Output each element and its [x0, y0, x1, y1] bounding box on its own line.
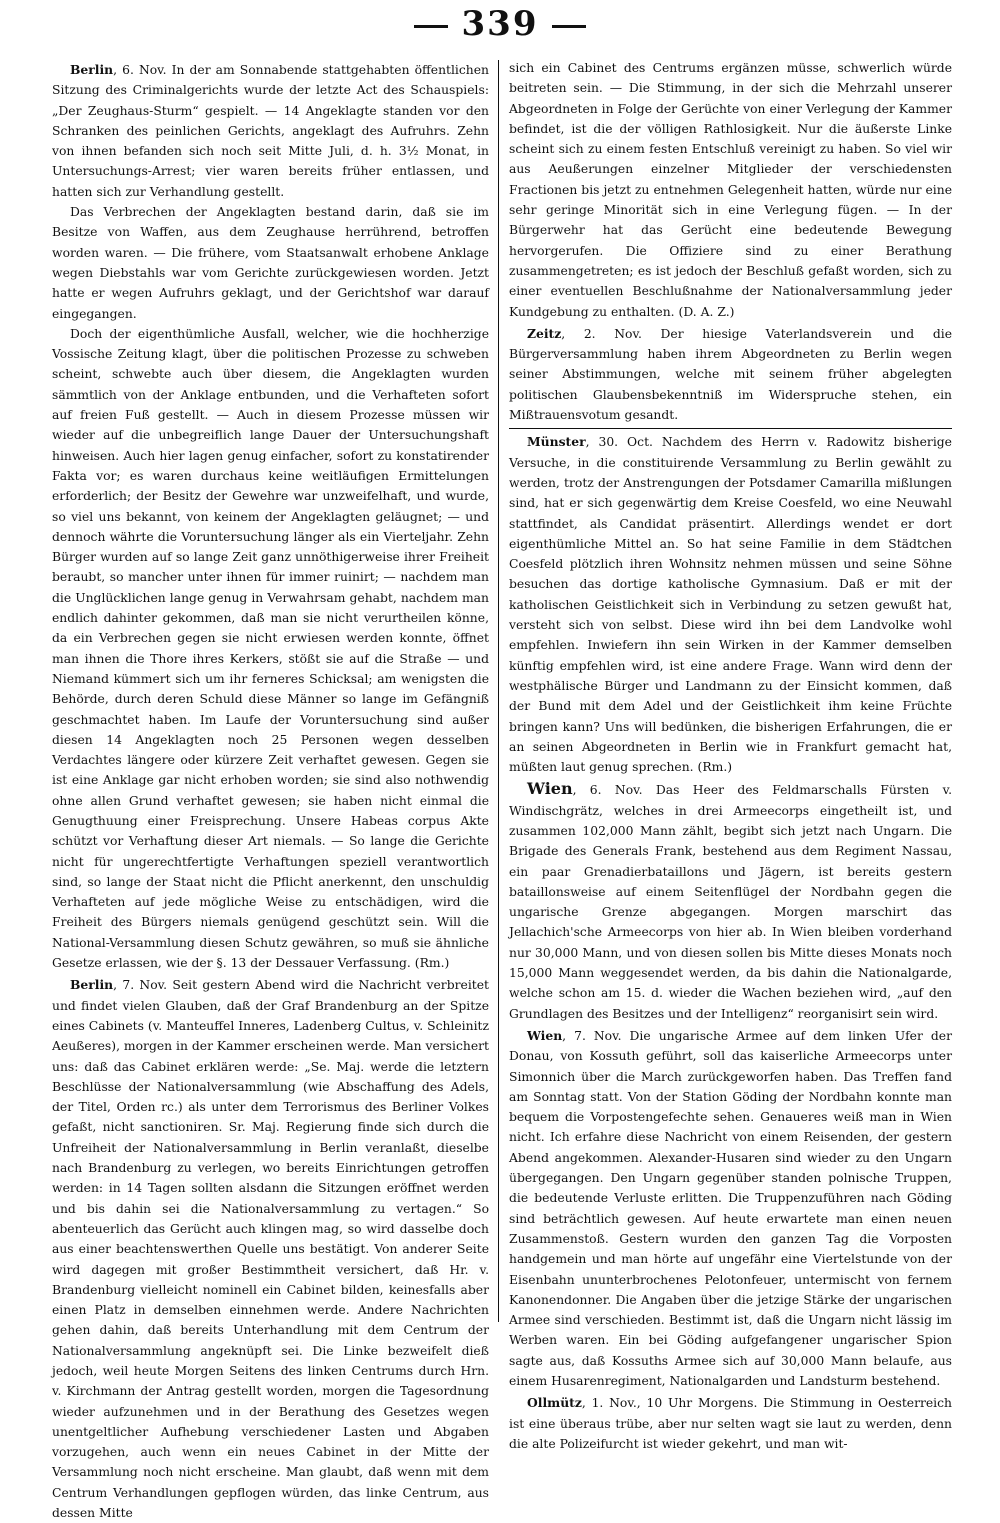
- article-dateline: Zeitz: [527, 325, 562, 341]
- header-dash-right: [552, 25, 586, 28]
- right-column: [509, 58, 952, 1451]
- article-text: , 7. Nov. Die ungarische Armee auf dem linken Ufer der Donau, von Kossuth geführt, soll das kaiserliche Armeecorps unter Simonnich über die March zurückgeworfen haben. Das Treffen fand am Sonntag statt. Von der Station Göding der Nordbahn konnte man bequem die Vorpostengefechte sehen. Genaueres weiß man in Wien nicht. Ich erfahre diese Nachricht von einem Reisenden, der gestern Abend angekommen. Alexander-Husaren sind wieder zu den Ungarn übergegangen. Den Ungarn gegenüber standen polnische Truppen, die bedeutende Verluste erlitten. Die Truppenzuführen nach Göding sind beträchtlich gewesen. Auf heute erwartete man einen neuen Zusammenstoß. Gestern wurden den ganzen Tag die Vorposten handgemein und man hörte auf ungefähr eine Viertelstunde von der Eisenbahn ununterbrochenes Pelotonfeuer, untermischt von fernem Kanonendonner. Die Angaben über die jetzige Stärke der ungarischen Armee sind verschieden. Bestimmt ist, daß die Ungarn nicht lässig im Werben waren. Ein bei Göding aufgefangener ungarischer Spion sagte aus, daß Kossuths Armee sich auf 30,000 Mann belaufe, aus einem Husarenregiment, Nationalgarden und Landsturm bestehend.: [509, 1028, 952, 1388]
- article: [52, 975, 489, 1523]
- article-paragraph: [52, 324, 489, 974]
- article: [509, 1393, 952, 1454]
- article-source: (Rm.): [414, 956, 450, 971]
- article-text: , 30. Oct. Nachdem des Herrn v. Radowitz bisherige Versuche, in die constituirende Versammlung zu Berlin gewählt zu werden, trotz der Anstrengungen der Potsdamer Camarilla mißlungen sind, hat er sich gegenwärtig dem Kreise Coesfeld, wo eine Neuwahl stattfindet, als Candidat präsentirt. Allerdings wendet er dort eigenthümliche Mittel an. So hat seine Familie in dem Städtchen Coesfeld plötzlich ihren Wohnsitz nehmen müssen und seine Söhne besuchen das dortige katholische Gymnasium. Daß er mit der katholischen Geistlichkeit sich in Verbindung zu setzen gewußt hat, versteht sich von selbst. Diese wird ihn bei dem Landvolke wohl empfehlen. Inwiefern ihn sein Wirken in der Kammer demselben künftig empfehlen wird, ist eine andere Frage. Wann wird denn der westphälische Bürger und Landmann zu der Einsicht kommen, daß der Bund mit dem Adel und der Geistlichkeit ihm keine Früchte bringen kann? Uns will bedünken, die bisherigen Erfahrungen, die er an seinen Abgeordneten in Berlin wie in Frankfurt gemacht hat, müßten laut genug sprechen.: [509, 435, 952, 775]
- article-text: Das Verbrechen der Angeklagten bestand darin, daß sie im Besitze von Waffen, aus dem Zeughause herrührend, betroffen worden waren. — Die frühere, vom Staatsanwalt erhobene Anklage wegen Diebstahls war vom Gerichte zurückgewiesen worden. Jetzt hatte er wegen Aufruhrs geklagt, und der Gerichtshof war darauf eingegangen.: [52, 205, 489, 321]
- article-continuation: [509, 58, 952, 322]
- article: [509, 1026, 952, 1391]
- article-text: , 6. Nov. Das Heer des Feldmarschalls Fürsten v. Windischgrätz, welches in drei Armeecorps eingetheilt ist, und zusammen 102,000 Mann zählt, begibt sich jetzt nach Ungarn. Die Brigade des Generals Frank, bestehend aus dem Regiment Nassau, ein paar Grenadierbataillons und Jägern, ist bereits gestern bataillonsweise auf einem Seitenflügel der Nordbahn gegen die ungarische Grenze abgegangen. Morgen marschirt das Jellachich'sche Armeecorps von hier ab. In Wien bleiben vorderhand nur 30,000 Mann, und von diesen sollen bis Mitte dieses Monats noch 15,000 Mann weggesendet werden, da bis dahin die Nationalgarde, welche schon am 15. d. wieder die Wachen beziehen wird, „auf den Grundlagen des Besitzes und der Intelligenz“ reorganisirt sein wird.: [509, 783, 952, 1021]
- article-source: (Rm.): [697, 760, 733, 775]
- article-separator: [509, 428, 952, 429]
- article-dateline: Münster: [527, 434, 586, 450]
- article: [509, 779, 952, 1024]
- article-text: sich ein Cabinet des Centrums ergänzen müsse, schwerlich würde beitreten sein. — Die Stimmung, in der sich die Mehrzahl unserer Abgeordneten in Folge der Gerüchte von einer Verlegung der Kammer befindet, ist die der völligen Rathlosigkeit. Nur die äußerste Linke scheint sich zu einem festen Entschluß vereinigt zu haben. So viel wir aus Aeußerungen einzelner Mitglieder der verschiedensten Fractionen bis jetzt zu entnehmen Gelegenheit hatten, würde nur eine sehr geringe Minorität sich in eine Verlegung fügen. — In der Bürgerwehr hat das Gerücht eine bedeutende Bewegung hervorgerufen. Die Offiziere sind zu einer Berathung zusammengetreten; es ist jedoch der Beschluß gefaßt worden, sich zu einer eventuellen Beschlußnahme der Nationalversammlung jeder Kundgebung zu enthalten.: [509, 61, 952, 319]
- article-dateline: Berlin: [70, 977, 114, 993]
- article-paragraph: [52, 202, 489, 324]
- article-text: Doch der eigenthümliche Ausfall, welcher, wie die hochherzige Vossische Zeitung klagt, über die politischen Prozesse zu schweben scheint, schwebte auch über diesem, die Angeklagten wurden sämmtlich von der Anklage entbunden, und die Verhafteten sofort auf freien Fuß gestellt. — Auch in diesem Prozesse müssen wir wieder auf die unbegreiflich lange Dauer der Untersuchungshaft hinweisen. Auch hier lagen genug einfacher, sofort zu konstatirender Fakta vor; es waren durchaus keine weitläufigen Ermittelungen erforderlich; der Besitz der Gewehre war unzweifelhaft, und wurde, so viel uns bekannt, von keinem der Angeklagten geläugnet; — und dennoch währte die Voruntersuchung länger als ein Vierteljahr. Zehn Bürger wurden auf so lange Zeit ganz unnöthigerweise ihrer Freiheit beraubt, so mancher unter ihnen für immer ruinirt; — nachdem man die Unglücklichen lange genug in Verwahrsam gehabt, nachdem man endlich dahinter gekommen, daß man sie nicht verurtheilen könne, da ein Verbrechen gegen sie nicht erwiesen werden konnte, öffnet man ihnen die Thore ihres Kerkers, stößt sie auf die Straße — und Niemand kümmert sich um ihr ferneres Schicksal; am wenigsten die Behörde, durch deren Schuld diese Männer so lange im Gefängniß geschmachtet haben. Im Laufe der Voruntersuchung sind außer diesen 14 Angeklagten noch 25 Personen wegen desselben Verdachtes längere oder kürzere Zeit verhaftet gewesen. Gegen sie ist eine Anklage gar nicht erhoben worden; sie sind also nothwendig ohne allen Grund verhaftet gewesen; sie haben nicht einmal die Genugthuung einer Freisprechung. Unsere Habeas corpus Akte schützt vor Verhaftung dieser Art niemals. — So lange die Gerichte nicht für ungerechtfertigte Verhaftungen speziell verantwortlich sind, so lange der Staat nicht die Pflicht anerkennt, den unschuldig Verhafteten auf jede mögliche Weise zu entschädigen, wird die Freiheit des Bürgers niemals genügend geschützt sein. Will die National-Versammlung diesen Schutz gewähren, so muß sie ähnliche Gesetze erlassen, wie der §. 13 der Dessauer Verfassung.: [52, 326, 489, 971]
- header-dash-left: [414, 25, 448, 28]
- page-number-header: [0, 4, 1000, 44]
- left-column: [52, 58, 489, 1521]
- article-dateline: Ollmütz: [527, 1395, 582, 1411]
- article-text: , 7. Nov. Seit gestern Abend wird die Nachricht verbreitet und findet vielen Glauben, daß der Graf Brandenburg an der Spitze eines Cabinets (v. Manteuffel Inneres, Ladenberg Cultus, v. Schleinitz Aeußeres), morgen in der Kammer erscheinen werde. Man versichert uns: daß das Cabinet erklären werde: „Se. Maj. werde die letztern Beschlüsse der Nationalversammlung (wie Abschaffung des Adels, der Titel, Orden rc.) als unter dem Terrorismus des Berliner Volkes gefaßt, nicht sanctioniren. Sr. Maj. Regierung finde sich durch die Unfreiheit der Nationalversammlung in Berlin veranlaßt, dieselbe nach Brandenburg zu verlegen, wo bereits Einrichtungen getroffen werden: in 14 Tagen sollten alsdann die Sitzungen eröffnet werden und bis dahin sei die Nationalversammlung zu vertagen.“ So abenteuerlich das Gerücht auch klingen mag, so wird dasselbe doch aus einer beachtenswerthen Quelle uns bestätigt. Von anderer Seite wird dagegen mit großer Bestimmtheit versichert, daß Hr. v. Brandenburg vielleicht nominell ein Cabinet bilden, keinesfalls aber einen Platz in demselben einnehmen werde. Andere Nachrichten gehen dahin, daß bereits Unterhandlung mit dem Centrum der Nationalversammlung angeknüpft sei. Die Linke bezweifelt dieß jedoch, weil heute Morgen Seitens des linken Centrums durch Hrn. v. Kirchmann der Antrag gestellt worden, morgen die Tagesordnung wieder aufzunehmen und in der Berathung des Gesetzes wegen unentgeltlicher Aufhebung verschiedener Lasten und Abgaben vorzugehen, auch wenn ein neues Cabinet in der Mitte der Versammlung noch nicht erscheine. Man glaubt, daß wenn mit dem Centrum Verhandlungen gepflogen würden, das linke Centrum, aus dessen Mitte: [52, 978, 489, 1521]
- article-dateline: Berlin: [70, 62, 114, 77]
- article: [509, 324, 952, 425]
- article-dateline: Wien: [527, 1027, 563, 1043]
- article-text: , 1. Nov., 10 Uhr Morgens. Die Stimmung in Oesterreich ist eine überaus trübe, aber nur selten wagt sie laut zu werden, denn die alte Polizeifurcht ist wieder gekehrt, und man wit-: [509, 1396, 952, 1451]
- article: [52, 60, 489, 202]
- article-text: , 2. Nov. Der hiesige Vaterlandsverein und die Bürgerversammlung haben ihrem Abgeordneten zu Berlin wegen seiner Abstimmungen, welche mit seinem früher abgelegten politischen Glaubensbekenntniß im Widerspruche stehen, ein Mißtrauensvotum gesandt.: [509, 326, 952, 423]
- article-dateline: Wien: [527, 779, 573, 799]
- article-text: , 6. Nov. In der am Sonnabende stattgehabten öffentlichen Sitzung des Criminalgerichts wurde der letzte Act des Schauspiels: „Der Zeughaus-Sturm“ gespielt. — 14 Angeklagte standen vor den Schranken des peinlichen Gerichts, angeklagt des Aufruhrs. Zehn von ihnen befanden sich noch seit Mitte Juli, d. h. 3½ Monat, in Untersuchungs-Arrest; vier waren bereits früher entlassen, und hatten sich zur Verhandlung gestellt.: [52, 63, 489, 199]
- article: [509, 432, 952, 777]
- column-divider: [498, 60, 499, 1322]
- article-source: (D. A. Z.): [678, 304, 735, 319]
- page-number: 339: [461, 4, 539, 44]
